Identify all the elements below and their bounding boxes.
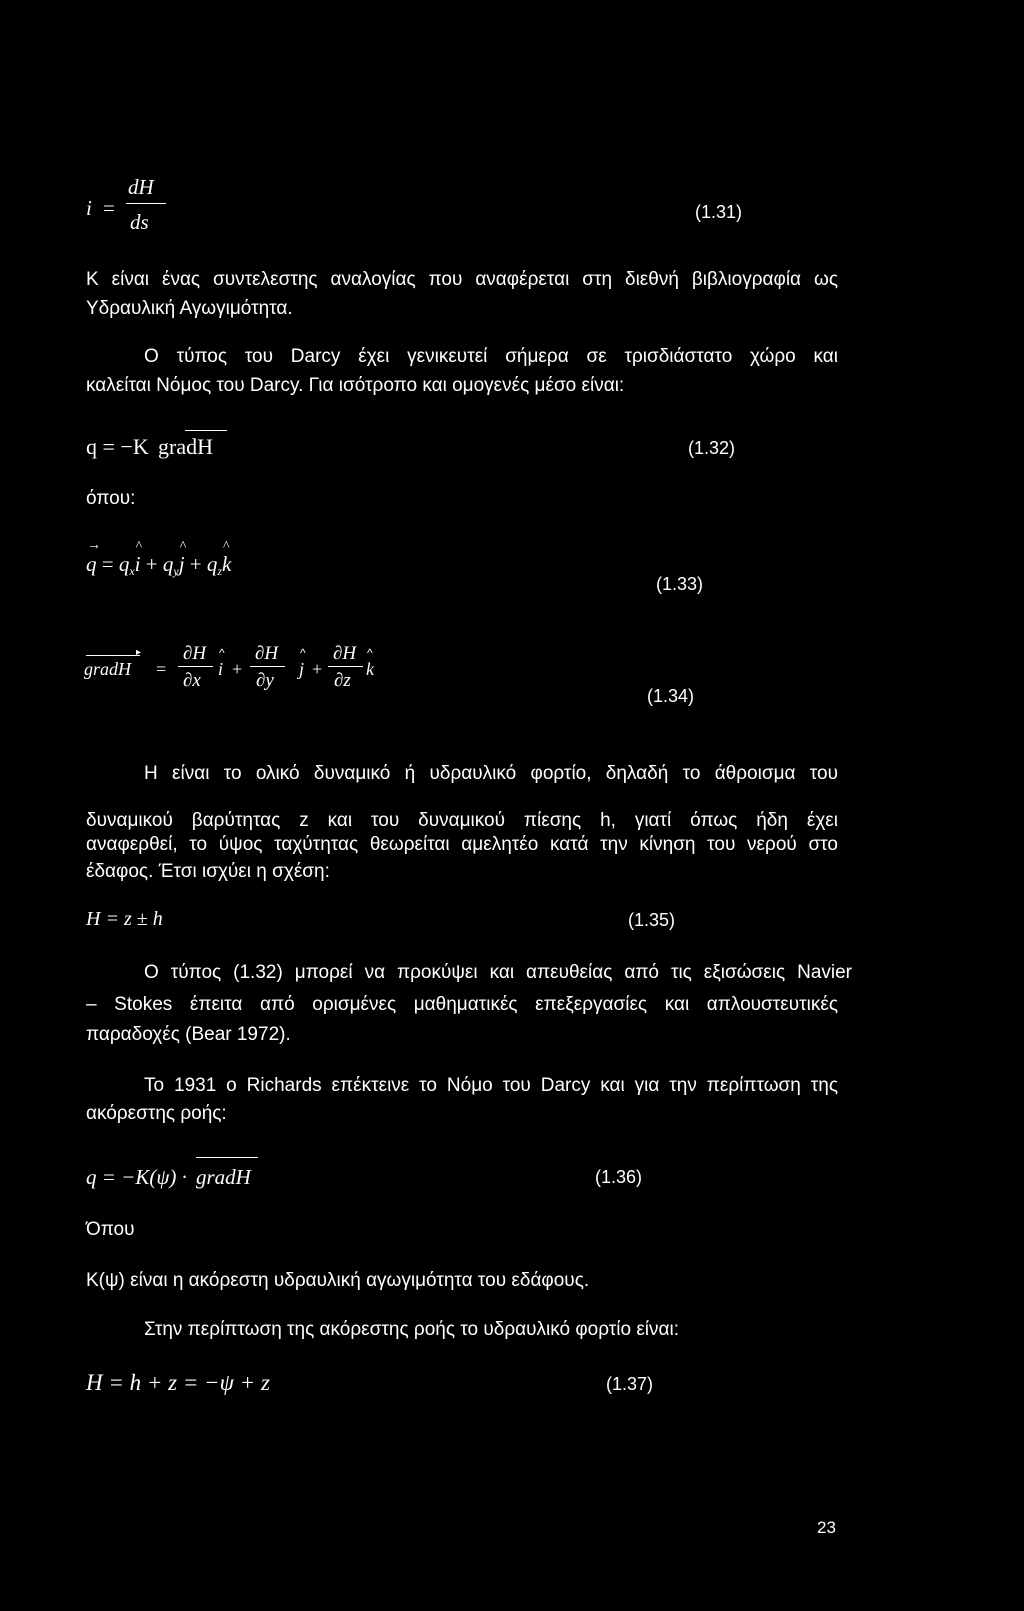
eq1-denominator: ds bbox=[130, 210, 149, 234]
eq2-number: (1.32) bbox=[688, 438, 736, 458]
para6: K(ψ) είναι η ακόρεστη υδραυλική αγωγιμότητα του εδάφους. bbox=[86, 1270, 590, 1291]
para7: Στην περίπτωση της ακόρεστης ροής το υδραυλικό φορτίο είναι: bbox=[144, 1319, 680, 1340]
para1-line2: Υδραυλική Αγωγιμότητα. bbox=[86, 298, 293, 319]
eq6-vector-arrow bbox=[196, 1157, 258, 1158]
eq4-partial-1: ∂H bbox=[183, 643, 207, 664]
eq2-rhs: gradH bbox=[158, 434, 213, 459]
para3-line1: Η είναι το ολικό δυναμικό ή υδραυλικό φορτίο, δηλαδή το άθροισμα του bbox=[144, 763, 838, 784]
para4-line1: Ο τύπος (1.32) μπορεί να προκύψει και απευθείας από τις εξισώσεις Navier bbox=[144, 962, 852, 983]
eq7-number: (1.37) bbox=[606, 1374, 654, 1394]
eq3-number: (1.33) bbox=[656, 574, 704, 594]
eq2-overline bbox=[185, 430, 227, 431]
page-number: 23 bbox=[817, 1518, 836, 1537]
eq4-lhs: gradH bbox=[84, 659, 132, 679]
para1-line1: K είναι ένας συντελεστης αναλογίας που αναφέρεται στη διεθνή βιβλιογραφία ως bbox=[86, 269, 838, 290]
where-label-2: Όπου bbox=[86, 1219, 135, 1240]
para4-line2: – Stokes έπειτα από ορισμένες μαθηματικές επεξεργασίες και απλουστευτικές bbox=[86, 994, 838, 1015]
eq5-number: (1.35) bbox=[628, 910, 676, 930]
eq4-partial-3: ∂H bbox=[333, 643, 357, 664]
eq1-numerator: dH bbox=[128, 175, 154, 199]
eq6-rhs: gradH bbox=[196, 1165, 251, 1189]
eq6-lhs: q = −K(ψ) · bbox=[86, 1165, 187, 1189]
eq1-equals: = bbox=[103, 196, 115, 220]
eq6-number: (1.36) bbox=[595, 1167, 643, 1187]
para3-line4: έδαφος. Έτσι ισχύει η σχέση: bbox=[86, 861, 330, 882]
eq4-partial-2: ∂H bbox=[255, 643, 279, 664]
eq4-vector-arrow bbox=[86, 655, 140, 656]
eq4-dy: ∂y bbox=[256, 670, 274, 691]
eq4-dx: ∂x bbox=[183, 670, 201, 691]
para5-line2: ακόρεστης ροής: bbox=[86, 1103, 227, 1124]
para2-line1: Ο τύπος του Darcy έχει γενικευτεί σήμερα σε τρισδιάστατο χώρο και bbox=[144, 346, 838, 367]
where-label-1: όπου: bbox=[86, 488, 136, 509]
eq7-expression: H = h + z = −ψ + z bbox=[86, 1370, 270, 1395]
eq4-number: (1.34) bbox=[647, 686, 695, 706]
para3-line2: δυναμικού βαρύτητας z και του δυναμικού πίεσης h, γιατί όπως ήδη έχει bbox=[86, 810, 838, 831]
eq4-dz: ∂z bbox=[334, 670, 351, 691]
para4-line3: παραδοχές (Bear 1972). bbox=[86, 1024, 291, 1045]
para5-line1: Το 1931 ο Richards επέκτεινε το Νόμο του Darcy και για την περίπτωση της bbox=[144, 1075, 838, 1096]
eq5-expression: H = z ± h bbox=[86, 908, 163, 930]
para3-line3: αναφερθεί, το ύψος ταχύτητας θεωρείται αμελητέο κατά την κίνηση του νερού στο bbox=[86, 834, 838, 855]
eq2-lhs: q = −K bbox=[86, 434, 149, 459]
eq3-q-vector: → q bbox=[86, 538, 101, 576]
eq1-fraction-bar bbox=[126, 203, 166, 204]
para2-line2: καλείται Νόμος του Darcy. Για ισότροπο και ομογενές μέσο είναι: bbox=[86, 375, 625, 396]
eq1-lhs: i bbox=[86, 196, 92, 220]
eq3-expression: → $q = q_x$ ^ $i + q_y$ ^ $j + q_z$ ^ k bbox=[86, 538, 232, 578]
eq1-number: (1.31) bbox=[695, 202, 743, 222]
